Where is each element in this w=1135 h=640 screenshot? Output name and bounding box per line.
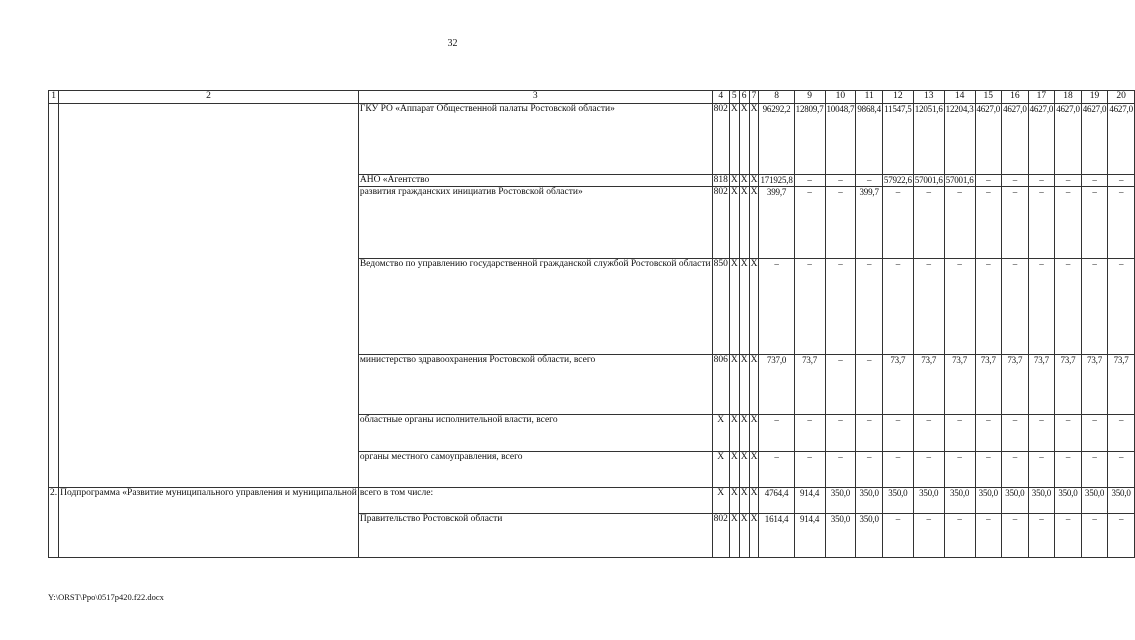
value-cell: 9868,4 bbox=[856, 103, 883, 174]
code-cell: Х bbox=[729, 514, 739, 558]
value-cell: – bbox=[1055, 452, 1082, 488]
budget-table bbox=[48, 90, 1135, 558]
value-cell: 737,0 bbox=[759, 355, 794, 415]
code-cell: Х bbox=[712, 488, 729, 514]
value-cell: 4627,0 bbox=[1055, 103, 1082, 174]
value-cell: 10048,7 bbox=[825, 103, 856, 174]
executor-cell: Ведомство по управлению государственной гражданской службой Ростовской области bbox=[358, 259, 712, 355]
value-cell: – bbox=[794, 187, 825, 259]
value-cell: 1614,4 bbox=[759, 514, 794, 558]
table-header bbox=[49, 91, 1135, 104]
column-header: 12 bbox=[882, 91, 913, 104]
column-header: 19 bbox=[1081, 91, 1108, 104]
column-header: 9 bbox=[794, 91, 825, 104]
code-cell: Х bbox=[739, 415, 749, 452]
value-cell: 4627,0 bbox=[1002, 103, 1029, 174]
code-cell: Х bbox=[749, 452, 759, 488]
column-header: 5 bbox=[729, 91, 739, 104]
value-cell: 4627,0 bbox=[1108, 103, 1135, 174]
value-cell: – bbox=[882, 259, 913, 355]
value-cell: – bbox=[825, 174, 856, 187]
value-cell: – bbox=[1002, 514, 1029, 558]
executor-cell: всего в том числе: bbox=[358, 488, 712, 514]
value-cell: 4627,0 bbox=[975, 103, 1002, 174]
value-cell: 73,7 bbox=[794, 355, 825, 415]
value-cell: – bbox=[913, 514, 944, 558]
value-cell: 4627,0 bbox=[1081, 103, 1108, 174]
code-cell: Х bbox=[729, 452, 739, 488]
value-cell: – bbox=[856, 452, 883, 488]
executor-cell: ГКУ РО «Аппарат Общественной палаты Ростовской области» bbox=[358, 103, 712, 174]
footer-file-path: Y:\ORST\Ppo\0517p420.f22.docx bbox=[48, 592, 164, 602]
column-header: 15 bbox=[975, 91, 1002, 104]
code-cell: Х bbox=[749, 103, 759, 174]
program-name-cell bbox=[59, 103, 359, 488]
code-cell: 850 bbox=[712, 259, 729, 355]
executor-cell: АНО «Агентство bbox=[358, 174, 712, 187]
code-cell: Х bbox=[739, 452, 749, 488]
value-cell: – bbox=[1108, 174, 1135, 187]
code-cell: Х bbox=[739, 355, 749, 415]
column-header: 14 bbox=[944, 91, 975, 104]
program-name-cell: Подпрограмма «Развитие муниципального управления и муниципальной bbox=[59, 488, 359, 558]
value-cell: – bbox=[1081, 259, 1108, 355]
value-cell: – bbox=[1002, 259, 1029, 355]
table-body bbox=[49, 103, 1135, 558]
executor-cell: Правительство Ростовской области bbox=[358, 514, 712, 558]
value-cell: – bbox=[882, 415, 913, 452]
value-cell: 350,0 bbox=[913, 488, 944, 514]
table-row bbox=[49, 103, 1135, 174]
code-cell: Х bbox=[739, 488, 749, 514]
code-cell: Х bbox=[729, 187, 739, 259]
value-cell: – bbox=[1028, 415, 1055, 452]
code-cell: Х bbox=[729, 355, 739, 415]
value-cell: – bbox=[882, 514, 913, 558]
column-header: 16 bbox=[1002, 91, 1029, 104]
value-cell: – bbox=[1055, 514, 1082, 558]
value-cell: – bbox=[1108, 187, 1135, 259]
value-cell: – bbox=[975, 415, 1002, 452]
value-cell: 73,7 bbox=[913, 355, 944, 415]
value-cell: – bbox=[1028, 514, 1055, 558]
value-cell: – bbox=[913, 452, 944, 488]
column-header: 3 bbox=[358, 91, 712, 104]
value-cell: – bbox=[759, 415, 794, 452]
column-header: 10 bbox=[825, 91, 856, 104]
code-cell: Х bbox=[712, 415, 729, 452]
value-cell: 350,0 bbox=[882, 488, 913, 514]
value-cell: 73,7 bbox=[1081, 355, 1108, 415]
value-cell: – bbox=[1081, 452, 1108, 488]
value-cell: – bbox=[1002, 415, 1029, 452]
value-cell: – bbox=[856, 355, 883, 415]
code-cell: Х bbox=[729, 103, 739, 174]
value-cell: – bbox=[856, 259, 883, 355]
code-cell: Х bbox=[749, 514, 759, 558]
column-header: 17 bbox=[1028, 91, 1055, 104]
value-cell: – bbox=[1108, 452, 1135, 488]
value-cell: – bbox=[1002, 174, 1029, 187]
executor-cell: органы местного самоуправления, всего bbox=[358, 452, 712, 488]
value-cell: – bbox=[913, 187, 944, 259]
value-cell: – bbox=[1002, 452, 1029, 488]
table-row bbox=[49, 488, 1135, 514]
value-cell: 73,7 bbox=[1002, 355, 1029, 415]
value-cell: – bbox=[825, 187, 856, 259]
value-cell: – bbox=[944, 452, 975, 488]
code-cell: 802 bbox=[712, 187, 729, 259]
row-number-cell bbox=[49, 103, 59, 488]
value-cell: – bbox=[975, 452, 1002, 488]
value-cell: 73,7 bbox=[1108, 355, 1135, 415]
code-cell: Х bbox=[749, 355, 759, 415]
value-cell: 171925,8 bbox=[759, 174, 794, 187]
value-cell: – bbox=[882, 187, 913, 259]
value-cell: 96292,2 bbox=[759, 103, 794, 174]
value-cell: – bbox=[794, 415, 825, 452]
value-cell: – bbox=[1055, 259, 1082, 355]
code-cell: Х bbox=[749, 187, 759, 259]
value-cell: 350,0 bbox=[856, 488, 883, 514]
value-cell: 12204,3 bbox=[944, 103, 975, 174]
code-cell: 802 bbox=[712, 103, 729, 174]
value-cell: – bbox=[944, 514, 975, 558]
value-cell: – bbox=[825, 452, 856, 488]
code-cell: 818 bbox=[712, 174, 729, 187]
value-cell: 4627,0 bbox=[1028, 103, 1055, 174]
column-header: 4 bbox=[712, 91, 729, 104]
value-cell: – bbox=[944, 415, 975, 452]
value-cell: – bbox=[1081, 187, 1108, 259]
page-number: 32 bbox=[447, 38, 458, 49]
code-cell: 802 bbox=[712, 514, 729, 558]
value-cell: 57001,6 bbox=[913, 174, 944, 187]
value-cell: – bbox=[944, 187, 975, 259]
value-cell: – bbox=[975, 514, 1002, 558]
code-cell: Х bbox=[739, 174, 749, 187]
code-cell: Х bbox=[739, 514, 749, 558]
value-cell: 350,0 bbox=[825, 514, 856, 558]
value-cell: – bbox=[1028, 187, 1055, 259]
value-cell: 914,4 bbox=[794, 514, 825, 558]
value-cell: 350,0 bbox=[975, 488, 1002, 514]
value-cell: – bbox=[1028, 174, 1055, 187]
value-cell: 4764,4 bbox=[759, 488, 794, 514]
value-cell: – bbox=[1055, 187, 1082, 259]
executor-cell: развития гражданских инициатив Ростовской области» bbox=[358, 187, 712, 259]
code-cell: Х bbox=[739, 187, 749, 259]
value-cell: 73,7 bbox=[944, 355, 975, 415]
value-cell: – bbox=[913, 415, 944, 452]
column-header: 8 bbox=[759, 91, 794, 104]
value-cell: – bbox=[1108, 514, 1135, 558]
code-cell: Х bbox=[749, 488, 759, 514]
column-header: 7 bbox=[749, 91, 759, 104]
value-cell: – bbox=[825, 259, 856, 355]
code-cell: Х bbox=[749, 259, 759, 355]
column-header: 18 bbox=[1055, 91, 1082, 104]
value-cell: 350,0 bbox=[1028, 488, 1055, 514]
column-header: 11 bbox=[856, 91, 883, 104]
executor-cell: областные органы исполнительной власти, всего bbox=[358, 415, 712, 452]
value-cell: – bbox=[1055, 415, 1082, 452]
row-number-cell: 2. bbox=[49, 488, 59, 558]
code-cell: 806 bbox=[712, 355, 729, 415]
code-cell: Х bbox=[729, 488, 739, 514]
value-cell: 350,0 bbox=[856, 514, 883, 558]
value-cell: – bbox=[882, 452, 913, 488]
column-header: 2 bbox=[59, 91, 359, 104]
column-header: 13 bbox=[913, 91, 944, 104]
value-cell: – bbox=[794, 452, 825, 488]
value-cell: 350,0 bbox=[1055, 488, 1082, 514]
value-cell: 12051,6 bbox=[913, 103, 944, 174]
code-cell: Х bbox=[712, 452, 729, 488]
column-header: 1 bbox=[49, 91, 59, 104]
code-cell: Х bbox=[749, 415, 759, 452]
value-cell: 399,7 bbox=[856, 187, 883, 259]
value-cell: – bbox=[1002, 187, 1029, 259]
value-cell: 73,7 bbox=[975, 355, 1002, 415]
value-cell: 914,4 bbox=[794, 488, 825, 514]
value-cell: 73,7 bbox=[1055, 355, 1082, 415]
column-header: 6 bbox=[739, 91, 749, 104]
value-cell: – bbox=[913, 259, 944, 355]
value-cell: – bbox=[975, 259, 1002, 355]
value-cell: – bbox=[1028, 452, 1055, 488]
value-cell: 57001,6 bbox=[944, 174, 975, 187]
code-cell: Х bbox=[729, 259, 739, 355]
value-cell: 73,7 bbox=[1028, 355, 1055, 415]
code-cell: Х bbox=[729, 174, 739, 187]
value-cell: – bbox=[825, 415, 856, 452]
value-cell: 350,0 bbox=[1108, 488, 1135, 514]
value-cell: – bbox=[856, 174, 883, 187]
code-cell: Х bbox=[739, 103, 749, 174]
code-cell: Х bbox=[739, 259, 749, 355]
value-cell: – bbox=[975, 174, 1002, 187]
value-cell: – bbox=[1081, 174, 1108, 187]
value-cell: – bbox=[944, 259, 975, 355]
value-cell: – bbox=[1108, 259, 1135, 355]
value-cell: – bbox=[1028, 259, 1055, 355]
value-cell: 73,7 bbox=[882, 355, 913, 415]
value-cell: – bbox=[794, 259, 825, 355]
value-cell: – bbox=[759, 452, 794, 488]
value-cell: 11547,5 bbox=[882, 103, 913, 174]
value-cell: 57922,6 bbox=[882, 174, 913, 187]
value-cell: 350,0 bbox=[825, 488, 856, 514]
value-cell: 350,0 bbox=[1002, 488, 1029, 514]
value-cell: – bbox=[1055, 174, 1082, 187]
value-cell: 350,0 bbox=[944, 488, 975, 514]
code-cell: Х bbox=[749, 174, 759, 187]
value-cell: 12809,7 bbox=[794, 103, 825, 174]
column-header: 20 bbox=[1108, 91, 1135, 104]
value-cell: 399,7 bbox=[759, 187, 794, 259]
value-cell: – bbox=[1108, 415, 1135, 452]
code-cell: Х bbox=[729, 415, 739, 452]
value-cell: – bbox=[1081, 415, 1108, 452]
value-cell: 350,0 bbox=[1081, 488, 1108, 514]
value-cell: – bbox=[794, 174, 825, 187]
executor-cell: министерство здравоохранения Ростовской области, всего bbox=[358, 355, 712, 415]
header-row bbox=[49, 91, 1135, 104]
value-cell: – bbox=[759, 259, 794, 355]
value-cell: – bbox=[975, 187, 1002, 259]
value-cell: – bbox=[856, 415, 883, 452]
value-cell: – bbox=[825, 355, 856, 415]
value-cell: – bbox=[1081, 514, 1108, 558]
